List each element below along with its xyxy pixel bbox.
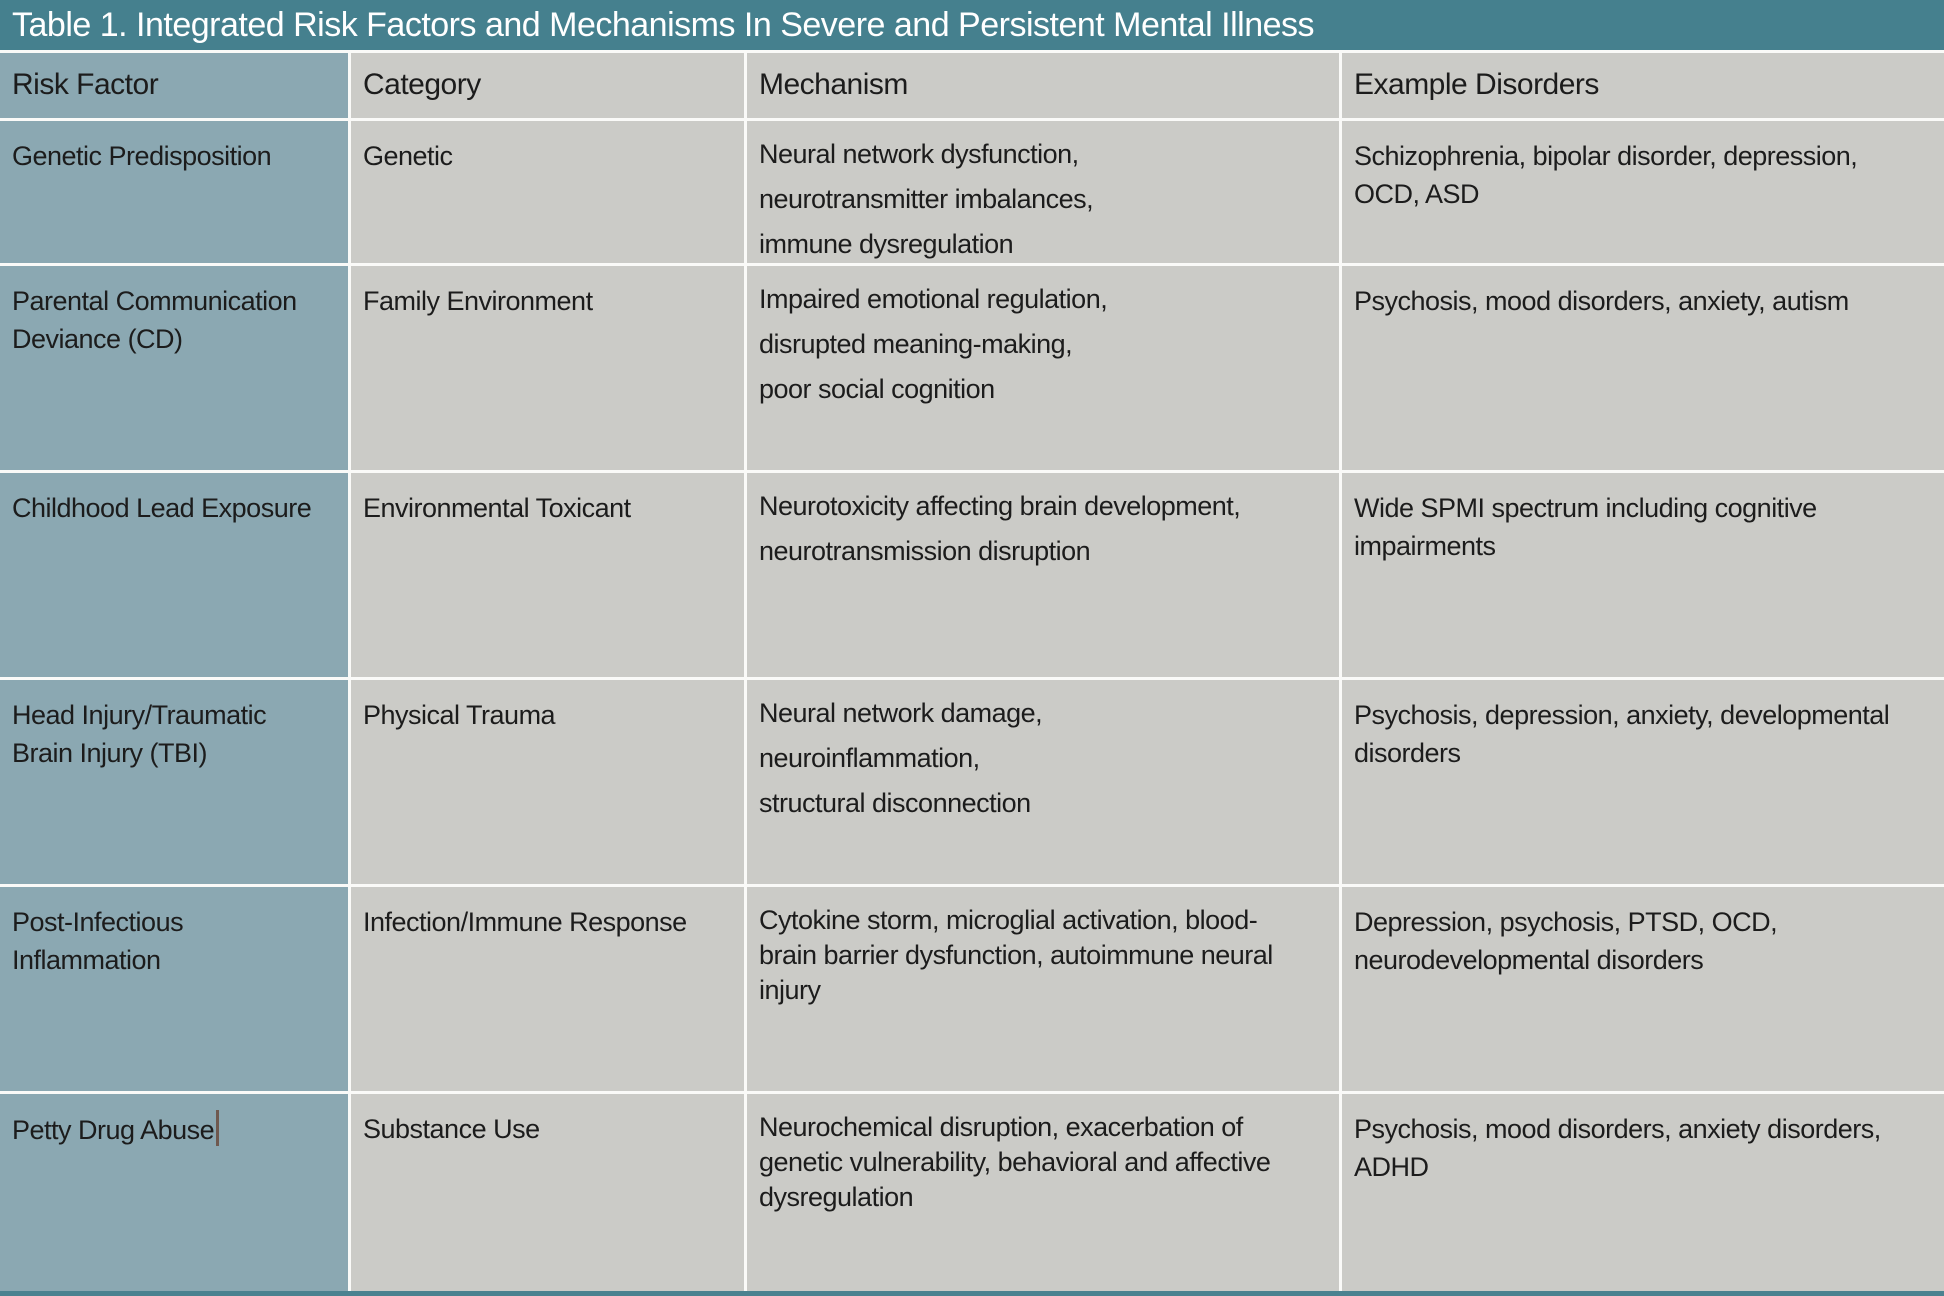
cell-category[interactable]: Environmental Toxicant	[348, 473, 744, 677]
table-row	[0, 470, 1944, 677]
table-row	[0, 1091, 1944, 1291]
cell-risk-factor[interactable]: Petty Drug Abuse	[0, 1094, 348, 1291]
cell-risk-factor[interactable]: Childhood Lead Exposure	[0, 473, 348, 677]
cell-example-disorders[interactable]: Psychosis, mood disorders, anxiety disorders, ADHD	[1339, 1094, 1944, 1291]
cell-risk-factor[interactable]: Parental Communication Deviance (CD)	[0, 266, 348, 470]
cell-example-disorders[interactable]: Depression, psychosis, PTSD, OCD, neurodevelopmental disorders	[1339, 887, 1944, 1091]
column-header-example-disorders[interactable]: Example Disorders	[1339, 53, 1944, 118]
table-row	[0, 263, 1944, 470]
text-cursor	[216, 1110, 219, 1146]
cell-category[interactable]: Infection/Immune Response	[348, 887, 744, 1091]
table-title: Table 1. Integrated Risk Factors and Mechanisms In Severe and Persistent Mental Illness	[12, 5, 1315, 44]
cell-category[interactable]: Substance Use	[348, 1094, 744, 1291]
cell-mechanism[interactable]: Neurochemical disruption, exacerbation of genetic vulnerability, behavioral and affective dysregulation	[744, 1094, 1339, 1291]
cell-example-disorders[interactable]: Psychosis, depression, anxiety, developmental disorders	[1339, 680, 1944, 884]
table-row	[0, 884, 1944, 1091]
cell-mechanism[interactable]: Neural network damage, neuroinflammation, structural disconnection	[744, 680, 1339, 884]
column-header-risk-factor[interactable]: Risk Factor	[0, 53, 348, 118]
cell-example-disorders[interactable]: Wide SPMI spectrum including cognitive impairments	[1339, 473, 1944, 677]
column-header-mechanism[interactable]: Mechanism	[744, 53, 1339, 118]
cell-category[interactable]: Family Environment	[348, 266, 744, 470]
cell-category[interactable]: Physical Trauma	[348, 680, 744, 884]
cell-risk-factor[interactable]: Post-Infectious Inflammation	[0, 887, 348, 1091]
table-row	[0, 118, 1944, 263]
table-title-bar	[0, 0, 1944, 50]
cell-mechanism[interactable]: Neurotoxicity affecting brain development, neurotransmission disruption	[744, 473, 1339, 677]
cell-example-disorders[interactable]: Schizophrenia, bipolar disorder, depression, OCD, ASD	[1339, 121, 1944, 263]
cell-mechanism[interactable]: Cytokine storm, microglial activation, blood-brain barrier dysfunction, autoimmune neural injury	[744, 887, 1339, 1091]
table-bottom-border	[0, 1291, 1944, 1296]
table-row	[0, 677, 1944, 884]
table-header-row	[0, 50, 1944, 118]
cell-mechanism[interactable]: Impaired emotional regulation, disrupted meaning-making, poor social cognition	[744, 266, 1339, 470]
cell-risk-factor[interactable]: Head Injury/Traumatic Brain Injury (TBI)	[0, 680, 348, 884]
cell-mechanism[interactable]: Neural network dysfunction, neurotransmitter imbalances, immune dysregulation	[744, 121, 1339, 263]
cell-category[interactable]: Genetic	[348, 121, 744, 263]
column-header-category[interactable]: Category	[348, 53, 744, 118]
cell-risk-factor[interactable]: Genetic Predisposition	[0, 121, 348, 263]
cell-example-disorders[interactable]: Psychosis, mood disorders, anxiety, autism	[1339, 266, 1944, 470]
